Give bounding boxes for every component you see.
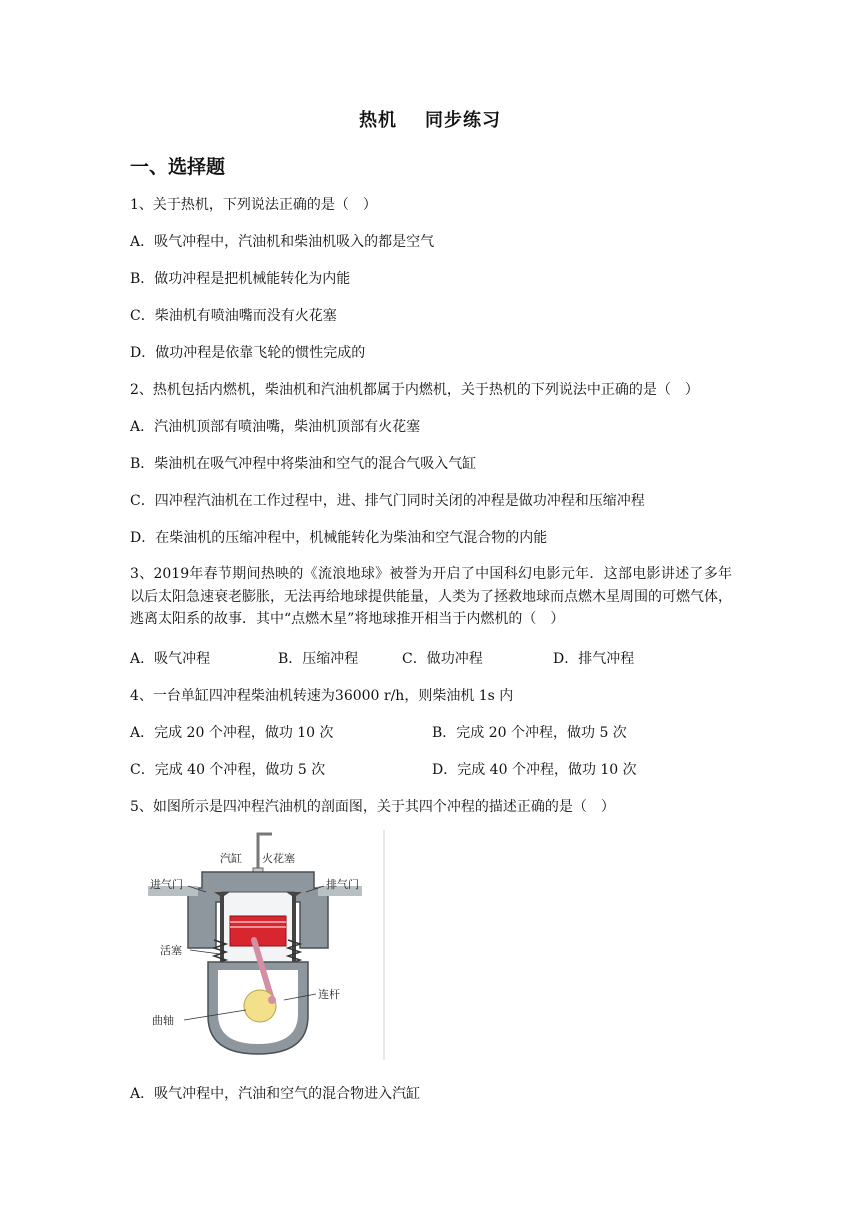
q4-option-d: D．完成 40 个冲程，做功 10 次 <box>432 762 637 778</box>
q4-option-a: A．完成 20 个冲程，做功 10 次 <box>130 725 334 741</box>
q1-option-d: D．做功冲程是依靠飞轮的惯性完成的 <box>130 345 366 361</box>
label-intake-valve: 进气门 <box>150 878 183 891</box>
q4-option-b: B．完成 20 个冲程，做功 5 次 <box>432 725 627 741</box>
q5-option-a: A．吸气冲程中，汽油和空气的混合物进入汽缸 <box>130 1086 421 1102</box>
q1-stem: 1、关于热机，下列说法正确的是（ ） <box>130 197 377 213</box>
q1-option-c: C．柴油机有喷油嘴而没有火花塞 <box>130 308 337 324</box>
page-title <box>0 106 860 132</box>
crank-pin <box>268 996 276 1004</box>
leader-line <box>190 950 220 954</box>
q2-option-a: A．汽油机顶部有喷油嘴，柴油机顶部有火花塞 <box>130 419 421 435</box>
label-exhaust-valve: 排气门 <box>326 878 359 891</box>
label-crankshaft: 曲轴 <box>152 1014 174 1027</box>
q2-option-b: B．柴油机在吸气冲程中将柴油和空气的混合气吸入气缸 <box>130 456 477 472</box>
label-spark-plug: 火花塞 <box>262 852 295 865</box>
q3-option-d: D．排气冲程 <box>553 651 635 667</box>
q2-option-d: D．在柴油机的压缩冲程中，机械能转化为柴油和空气混合物的内能 <box>130 530 548 546</box>
q3-option-b: B．压缩冲程 <box>278 651 359 667</box>
q3-stem: 3、2019年春节期间热映的《流浪地球》被誉为开启了中国科幻电影元年．这部电影讲述了多年以后太阳急速衰老膨胀，无法再给地球提供能量，人类为了拯救地球而点燃木星周围的可燃气体，逃离太阳系的故事．其中“点燃木星”将地球推开相当于内燃机的（ ） <box>130 566 732 627</box>
title-subtitle: 同步练习 <box>425 110 501 131</box>
q1-option-a: A．吸气冲程中，汽油机和柴油机吸入的都是空气 <box>130 234 435 250</box>
q2-option-c: C．四冲程汽油机在工作过程中，进、排气门同时关闭的冲程是做功冲程和压缩冲程 <box>130 493 645 509</box>
section-heading: 一、选择题 <box>130 156 226 178</box>
title-topic: 热机 <box>359 110 397 131</box>
q4-option-c: C．完成 40 个冲程，做功 5 次 <box>130 762 326 778</box>
q1-option-b: B．做功冲程是把机械能转化为内能 <box>130 271 351 287</box>
label-piston: 活塞 <box>160 944 182 957</box>
q3-option-a: A．吸气冲程 <box>130 651 211 667</box>
crank-wheel <box>244 990 276 1022</box>
label-connecting-rod: 连杆 <box>318 988 340 1001</box>
engine-diagram <box>148 830 386 1060</box>
q4-stem: 4、一台单缸四冲程柴油机转速为36000 r/h，则柴油机 1s 内 <box>130 688 514 704</box>
q5-stem: 5、如图所示是四冲程汽油机的剖面图，关于其四个冲程的描述正确的是（ ） <box>130 799 615 815</box>
label-cylinder: 汽缸 <box>220 852 242 865</box>
engine-cross-section-figure <box>148 830 386 1060</box>
piston <box>230 916 286 946</box>
q2-stem: 2、热机包括内燃机，柴油机和汽油机都属于内燃机，关于热机的下列说法中正确的是（ ） <box>130 382 699 398</box>
q3-option-c: C．做功冲程 <box>402 651 483 667</box>
